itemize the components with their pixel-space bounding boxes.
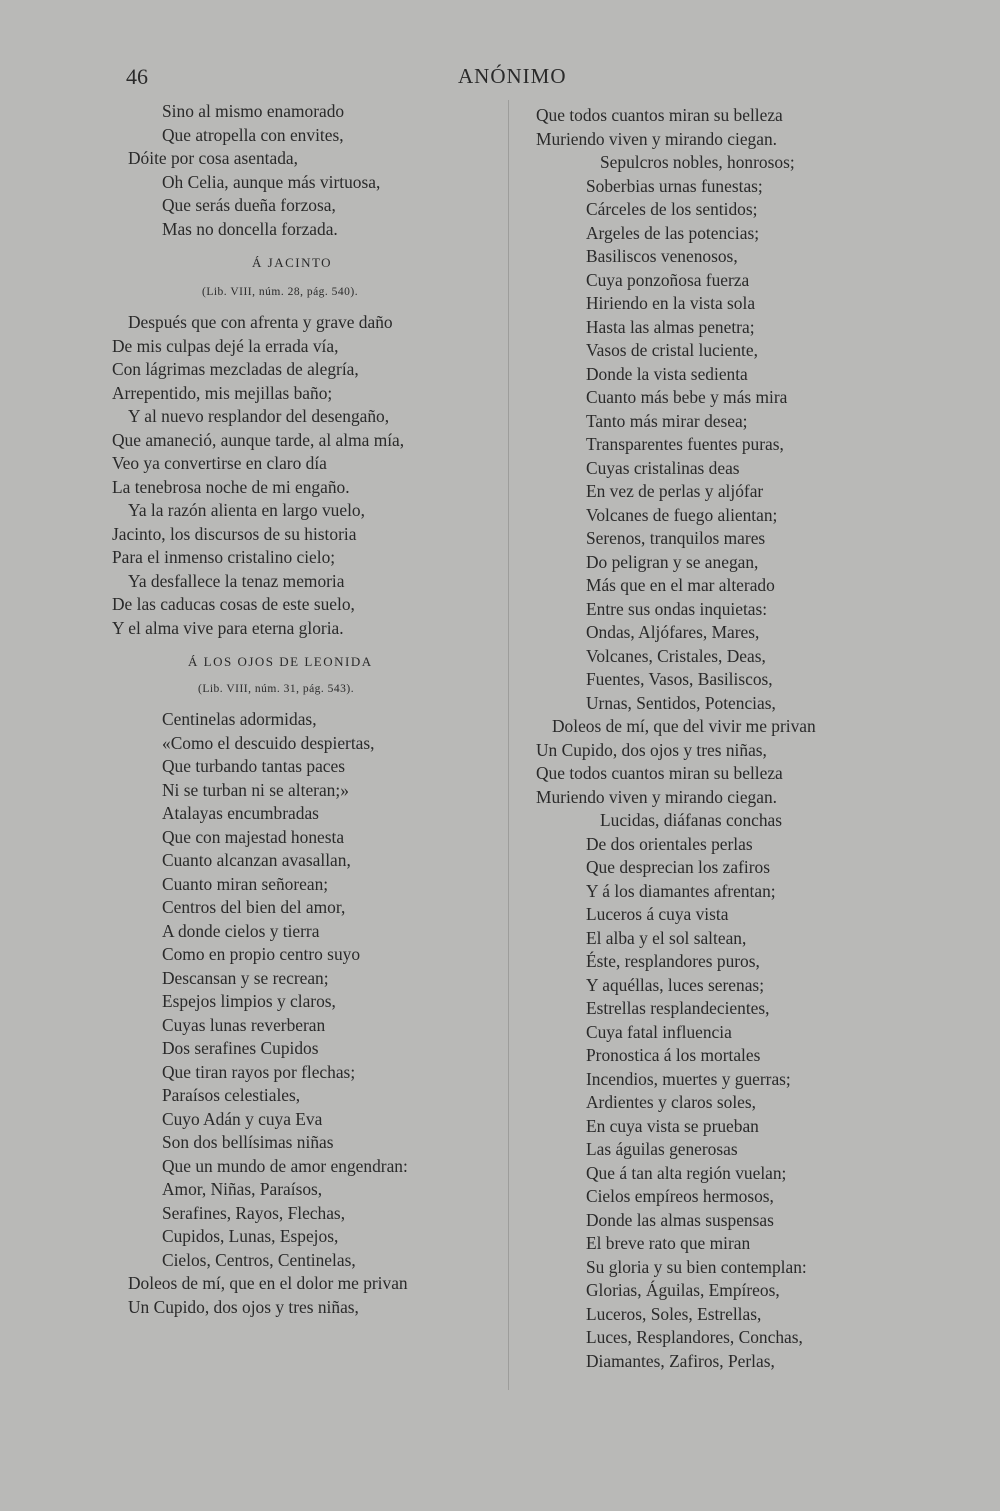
verse-line: Centinelas adormidas, [162, 709, 317, 729]
verse-line: Cuyas cristalinas deas [586, 457, 740, 478]
verse-line: Serafines, Rayos, Flechas, [162, 1202, 346, 1223]
verse-line: Cuya ponzoñosa fuerza [586, 269, 750, 290]
poem-reference-leonida: (Lib. VIII, núm. 31, pág. 543). [198, 683, 355, 695]
verse-line: Cuya fatal influencia [586, 1021, 732, 1042]
verse-line: Más que en el mar alterado [586, 575, 775, 595]
verse-line: Que con majestad honesta [162, 826, 345, 847]
verse-line: Cuanto alcanzan avasallan, [162, 850, 351, 870]
verse-line: De dos orientales perlas [586, 833, 753, 854]
verse-line: Dóite por cosa asentada, [128, 148, 298, 168]
verse-line: Sepulcros nobles, honrosos; [600, 152, 795, 172]
verse-line: Transparentes fuentes puras, [586, 434, 784, 454]
verse-line: Y al nuevo resplandor del desengaño, [128, 406, 390, 426]
verse-line: Espejos limpios y claros, [162, 991, 336, 1011]
verse-line: Arrepentido, mis mejillas baño; [112, 382, 333, 403]
poem-title-jacinto: Á JACINTO [252, 255, 333, 270]
verse-line: Doleos de mí, que del vivir me privan [552, 716, 816, 736]
verse-line: Un Cupido, dos ojos y tres niñas, [536, 739, 767, 760]
verse-line: Que á tan alta región vuelan; [586, 1162, 787, 1183]
verse-line: De las caducas cosas de este suelo, [112, 594, 355, 614]
verse-line: Urnas, Sentidos, Potencias, [586, 692, 776, 713]
verse-line: Para el inmenso cristalino cielo; [112, 547, 336, 567]
right-column [536, 104, 896, 1373]
verse-line: Cárceles de los sentidos; [586, 199, 758, 219]
verse-line: Las águilas generosas [586, 1139, 738, 1159]
verse-line: Ardientes y claros soles, [586, 1092, 757, 1112]
verse-line: Paraísos celestiales, [162, 1085, 301, 1105]
verse-line: Un Cupido, dos ojos y tres niñas, [128, 1296, 359, 1317]
verse-line: Luces, Resplandores, Conchas, [586, 1327, 803, 1347]
verse-line: Que serás dueña forzosa, [162, 195, 336, 215]
verse-line: Y el alma vive para eterna gloria. [112, 617, 344, 638]
verse-line: Donde las almas suspensas [586, 1209, 774, 1230]
verse-line: Éste, resplandores puros, [586, 951, 760, 971]
verse-line: Basiliscos venenosos, [586, 246, 738, 266]
verse-line: Cupidos, Lunas, Espejos, [162, 1226, 339, 1246]
verse-line: Serenos, tranquilos mares [586, 528, 766, 548]
verse-line: Descansan y se recrean; [162, 967, 329, 988]
verse-line: Jacinto, los discursos de su historia [112, 523, 357, 544]
verse-line: Do peligran y se anegan, [586, 551, 759, 572]
verse-line: Fuentes, Vasos, Basiliscos, [586, 669, 773, 689]
verse-line: Ni se turban ni se alteran;» [162, 779, 349, 800]
verse-line: Pronostica á los mortales [586, 1045, 761, 1065]
verse-line: Ya desfallece la tenaz memoria [128, 570, 345, 591]
verse-line: Cielos, Centros, Centinelas, [162, 1249, 356, 1270]
verse-line: Cuyo Adán y cuya Eva [162, 1108, 323, 1129]
verse-line: Que desprecian los zafiros [586, 857, 770, 877]
verse-line: Muriendo viven y mirando ciegan. [536, 128, 777, 149]
left-column [112, 100, 487, 1319]
verse-line: Luceros, Soles, Estrellas, [586, 1303, 762, 1324]
verse-line: A donde cielos y tierra [162, 920, 320, 941]
verse-line: El alba y el sol saltean, [586, 927, 747, 948]
verse-line: Hiriendo en la vista sola [586, 293, 756, 313]
verse-line: Cielos empíreos hermosos, [586, 1186, 774, 1206]
verse-line: En cuya vista se prueban [586, 1115, 759, 1136]
page-header [0, 64, 1000, 94]
verse-line: Como en propio centro suyo [162, 944, 361, 964]
verse-line: Ya la razón alienta en largo vuelo, [128, 500, 365, 520]
poem-reference-jacinto: (Lib. VIII, núm. 28, pág. 540). [202, 286, 359, 298]
column-divider [508, 100, 509, 1390]
verse-line: Volcanes, Cristales, Deas, [586, 645, 766, 666]
verse-line: Argeles de las potencias; [586, 222, 760, 243]
verse-line: Glorias, Águilas, Empíreos, [586, 1280, 780, 1300]
verse-line: Y á los diamantes afrentan; [586, 880, 776, 901]
verse-line: Lucidas, diáfanas conchas [600, 810, 783, 830]
verse-line: «Como el descuido despiertas, [162, 732, 375, 753]
verse-line: Volcanes de fuego alientan; [586, 504, 778, 525]
poem-title-leonida: Á LOS OJOS DE LEONIDA [188, 654, 373, 669]
verse-line: Sino al mismo enamorado [162, 101, 345, 121]
verse-line: Estrellas resplandecientes, [586, 998, 770, 1018]
verse-line: Atalayas encumbradas [162, 803, 319, 823]
verse-line: Cuyas lunas reverberan [162, 1014, 326, 1035]
verse-line: Tanto más mirar desea; [586, 410, 748, 431]
verse-line: Que tiran rayos por flechas; [162, 1061, 356, 1082]
verse-line: Luceros á cuya vista [586, 904, 729, 924]
verse-line: Ondas, Aljófares, Mares, [586, 622, 760, 642]
verse-line: Que atropella con envites, [162, 124, 344, 145]
intro-stanza [112, 100, 487, 241]
verse-line: Son dos bellísimas niñas [162, 1132, 334, 1152]
verse-line: Vasos de cristal luciente, [586, 340, 758, 360]
verse-line: Centros del bien del amor, [162, 897, 346, 917]
verse-line: Oh Celia, aunque más virtuosa, [162, 171, 381, 192]
verse-line: Doleos de mí, que en el dolor me privan [128, 1273, 408, 1293]
verse-line: Después que con afrenta y grave daño [128, 312, 393, 332]
verse-line: Y aquéllas, luces serenas; [586, 974, 765, 995]
verse-line: Diamantes, Zafiros, Perlas, [586, 1350, 775, 1371]
poem-jacinto [112, 311, 487, 640]
poem-leonida-part2 [536, 104, 896, 1373]
verse-line: El breve rato que miran [586, 1233, 751, 1253]
verse-line: Veo ya convertirse en claro día [112, 453, 327, 473]
page-number: 46 [126, 64, 148, 89]
verse-line: La tenebrosa noche de mi engaño. [112, 476, 350, 497]
verse-line: Que amaneció, aunque tarde, al alma mía, [112, 429, 405, 450]
verse-line: Amor, Niñas, Paraísos, [162, 1179, 323, 1199]
verse-line: De mis culpas dejé la errada vía, [112, 335, 339, 356]
verse-line: Con lágrimas mezcladas de alegría, [112, 359, 359, 379]
verse-line: Incendios, muertes y guerras; [586, 1068, 791, 1089]
running-title: ANÓNIMO [458, 64, 567, 88]
verse-line: Mas no doncella forzada. [162, 218, 338, 239]
verse-line: Cuanto más bebe y más mira [586, 387, 788, 407]
verse-line: Soberbias urnas funestas; [586, 175, 763, 196]
poem-leonida-part1 [112, 708, 487, 1319]
verse-line: Cuanto miran señorean; [162, 873, 329, 894]
verse-line: Entre sus ondas inquietas: [586, 598, 768, 619]
verse-line: En vez de perlas y aljófar [586, 481, 764, 501]
verse-line: Dos serafines Cupidos [162, 1038, 319, 1058]
verse-line: Hasta las almas penetra; [586, 316, 755, 337]
verse-line: Que todos cuantos miran su belleza [536, 763, 783, 783]
verse-line: Que un mundo de amor engendran: [162, 1155, 408, 1176]
verse-line: Donde la vista sedienta [586, 363, 748, 384]
verse-line: Muriendo viven y mirando ciegan. [536, 786, 777, 807]
verse-line: Su gloria y su bien contemplan: [586, 1256, 807, 1277]
verse-line: Que todos cuantos miran su belleza [536, 105, 783, 125]
verse-line: Que turbando tantas paces [162, 756, 346, 776]
